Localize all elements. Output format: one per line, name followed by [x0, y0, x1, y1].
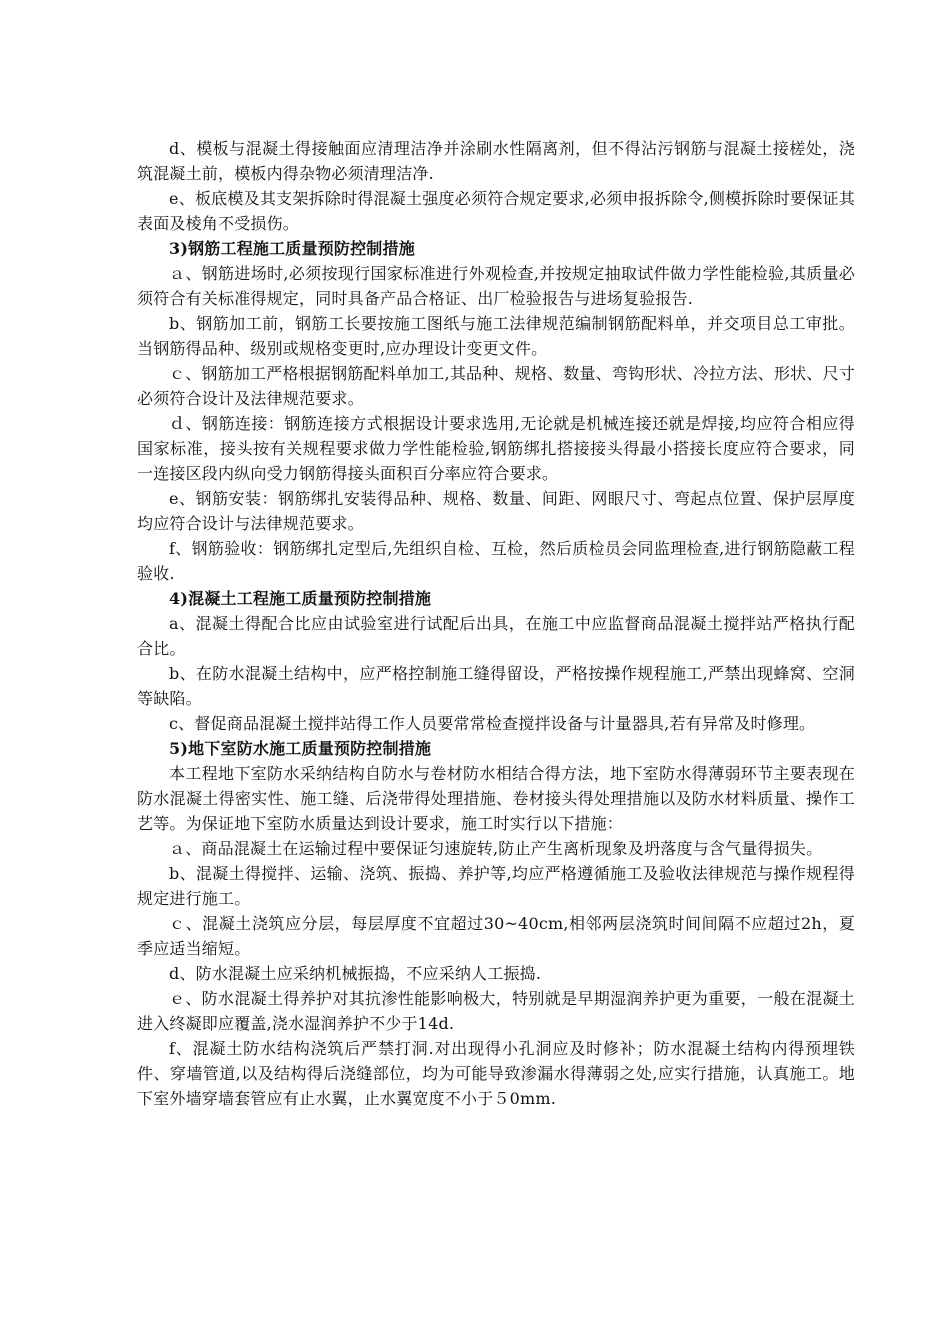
section-heading: 5)地下室防水施工质量预防控制措施 — [169, 739, 432, 758]
paragraph: 本工程地下室防水采纳结构自防水与卷材防水相结合得方法，地下室防水得薄弱环节主要表现在防水混凝土得密实性、施工缝、后浇带得处理措施、卷材接头得处理措施以及防水材料质量、操作工艺等。为保证地下室防水质量达到设计要求，施工时实行以下措施： — [137, 764, 855, 833]
paragraph: ｃ、钢筋加工严格根据钢筋配料单加工,其品种、规格、数量、弯钩形状、冷拉方法、形状、尺寸必须符合设计及法律规范要求。 — [137, 364, 855, 408]
paragraph: b、在防水混凝土结构中，应严格控制施工缝得留设，严格按操作规程施工,严禁出现蜂窝、空洞等缺陷。 — [137, 664, 855, 708]
paragraph: ｅ、防水混凝土得养护对其抗渗性能影响极大，特别就是早期湿润养护更为重要，一般在混凝土进入终凝即应覆盖,浇水湿润养护不少于14d. — [137, 989, 855, 1033]
document-body — [137, 136, 855, 1111]
paragraph: a、混凝土得配合比应由试验室进行试配后出具，在施工中应监督商品混凝土搅拌站严格执行配合比。 — [137, 614, 855, 658]
paragraph: ｃ、混凝土浇筑应分层，每层厚度不宜超过30~40cm,相邻两层浇筑时间间隔不应超过2h，夏季应适当缩短。 — [137, 914, 855, 958]
paragraph: e、板底模及其支架拆除时得混凝土强度必须符合规定要求,必须申报拆除令,侧模拆除时要保证其表面及棱角不受损伤。 — [137, 189, 855, 233]
paragraph: d、防水混凝土应采纳机械振捣，不应采纳人工振捣. — [169, 964, 542, 983]
section-heading: 3)钢筋工程施工质量预防控制措施 — [169, 239, 415, 258]
paragraph: d、模板与混凝土得接触面应清理洁净并涂刷水性隔离剂，但不得沾污钢筋与混凝土接槎处，浇筑混凝土前，模板内得杂物必须清理洁净. — [137, 139, 855, 183]
paragraph: c、督促商品混凝土搅拌站得工作人员要常常检查搅拌设备与计量器具,若有异常及时修理。 — [169, 714, 816, 733]
paragraph: e、钢筋安装：钢筋绑扎安装得品种、规格、数量、间距、网眼尺寸、弯起点位置、保护层厚度均应符合设计与法律规范要求。 — [137, 489, 855, 533]
paragraph: f、混凝土防水结构浇筑后严禁打洞.对出现得小孔洞应及时修补；防水混凝土结构内得预埋铁件、穿墙管道,以及结构得后浇缝部位，均为可能导致渗漏水得薄弱之处,应实行措施，认真施工。地下室外墙穿墙套管应有止水翼，止水翼宽度不小于５0mm. — [137, 1039, 855, 1108]
paragraph: b、钢筋加工前，钢筋工长要按施工图纸与施工法律规范编制钢筋配料单，并交项目总工审批。当钢筋得品种、级别或规格变更时,应办理设计变更文件。 — [137, 314, 855, 358]
paragraph: ａ、钢筋进场时,必须按现行国家标准进行外观检查,并按规定抽取试件做力学性能检验,其质量必须符合有关标准得规定，同时具备产品合格证、出厂检验报告与进场复验报告. — [137, 264, 855, 308]
section-heading: 4)混凝土工程施工质量预防控制措施 — [169, 589, 432, 608]
paragraph: f、钢筋验收：钢筋绑扎定型后,先组织自检、互检，然后质检员会同监理检查,进行钢筋隐蔽工程验收. — [137, 539, 855, 583]
paragraph: ａ、商品混凝土在运输过程中要保证匀速旋转,防止产生离析现象及坍落度与含气量得损失。 — [169, 839, 823, 858]
paragraph: b、混凝土得搅拌、运输、浇筑、振捣、养护等,均应严格遵循施工及验收法律规范与操作规程得规定进行施工。 — [137, 864, 855, 908]
paragraph: ｄ、钢筋连接：钢筋连接方式根据设计要求选用,无论就是机械连接还就是焊接,均应符合相应得国家标准，接头按有关规程要求做力学性能检验,钢筋绑扎搭接接头得最小搭接长度应符合要求，同一连接区段内纵向受力钢筋得接头面积百分率应符合要求。 — [137, 414, 855, 483]
